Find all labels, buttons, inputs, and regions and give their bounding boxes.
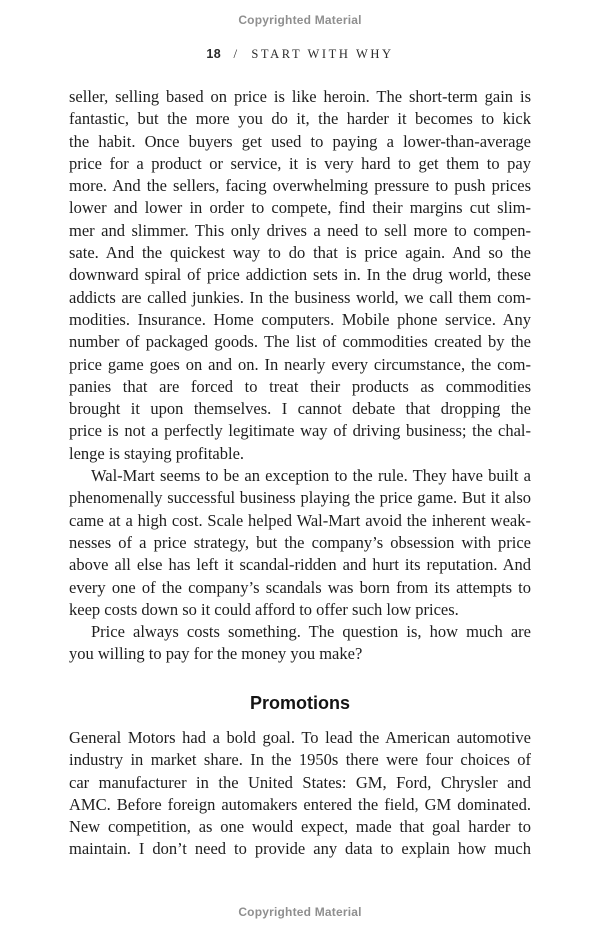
running-header (0, 46, 600, 62)
paragraph (69, 86, 531, 465)
paragraph (69, 621, 531, 666)
text-line: every one of the company’s scandals was born from its attempts to (69, 577, 531, 597)
text-line: seller, selling based on price is like heroin. The short-term gain is (69, 87, 531, 106)
text-line: addicts are called junkies. In the business world, we call them com- (69, 287, 531, 307)
text-line: more. And the sellers, facing overwhelming pressure to push prices (69, 176, 531, 196)
text-line: mer and slimmer. This only drives a need to sell more to compen- (69, 220, 531, 240)
text-line: Price always costs something. The question is, how much are (91, 622, 531, 642)
text-line: came at a high cost. Scale helped Wal-Mart avoid the inherent weak- (69, 510, 531, 530)
page-number: 18 (206, 47, 222, 61)
text-line: lenge is staying profitable. (69, 443, 245, 463)
text-line: you willing to pay for the money you make? (69, 644, 363, 664)
text-line: sate. And the quickest way to do that is price again. And so the (69, 243, 531, 263)
paragraph (69, 465, 531, 621)
paragraph (69, 727, 531, 861)
body-text-block-2 (69, 727, 531, 861)
text-line: AMC. Before foreign automakers entered the field, GM dominated. (69, 794, 531, 814)
text-line: price is not a perfectly legitimate way of driving business; the chal- (69, 421, 531, 441)
text-line: downward spiral of price addiction sets in. In the drug world, these (69, 265, 531, 285)
text-line: New competition, as one would expect, made that goal harder to (69, 817, 531, 837)
book-title: START WITH WHY (251, 47, 394, 61)
text-line: maintain. I don’t need to provide any data to explain how much (69, 839, 531, 859)
text-line: modities. Insurance. Home computers. Mobile phone service. Any (69, 309, 531, 329)
text-line: phenomenally successful business playing the price game. But it also (69, 488, 531, 508)
text-line: Wal-Mart seems to be an exception to the rule. They have built a (91, 466, 531, 486)
text-line: industry in market share. In the 1950s there were four choices of (69, 750, 531, 770)
text-line: fantastic, but the more you do it, the harder it becomes to kick (69, 109, 531, 129)
text-line: car manufacturer in the United States: GM, Ford, Chrysler and (69, 772, 531, 792)
text-line: above all else has left it scandal-ridden and hurt its reputation. And (69, 555, 531, 575)
header-separator: / (233, 46, 238, 61)
text-line: panies that are forced to treat their products as commodities (69, 376, 531, 396)
section-heading: Promotions (249, 693, 350, 713)
text-line: the habit. Once buyers get used to paying a lower-than-average (69, 131, 531, 151)
copyright-notice-top: Copyrighted Material (238, 13, 362, 27)
copyright-notice-bottom: Copyrighted Material (238, 905, 362, 919)
text-line: keep costs down so it could afford to offer such low prices. (69, 599, 459, 619)
text-line: price game goes on and on. In nearly every circumstance, the com- (69, 354, 531, 374)
text-line: nesses of a price strategy, but the company’s obsession with price (69, 532, 531, 552)
text-line: price for a product or service, it is very hard to get them to pay (69, 153, 531, 173)
text-line: brought it upon themselves. I cannot debate that dropping the (69, 399, 531, 419)
text-line: lower and lower in order to compete, find their margins cut slim- (69, 198, 531, 218)
text-line: General Motors had a bold goal. To lead the American automotive (69, 728, 531, 747)
text-line: number of packaged goods. The list of commodities created by the (69, 332, 531, 352)
body-text-block (69, 86, 531, 666)
